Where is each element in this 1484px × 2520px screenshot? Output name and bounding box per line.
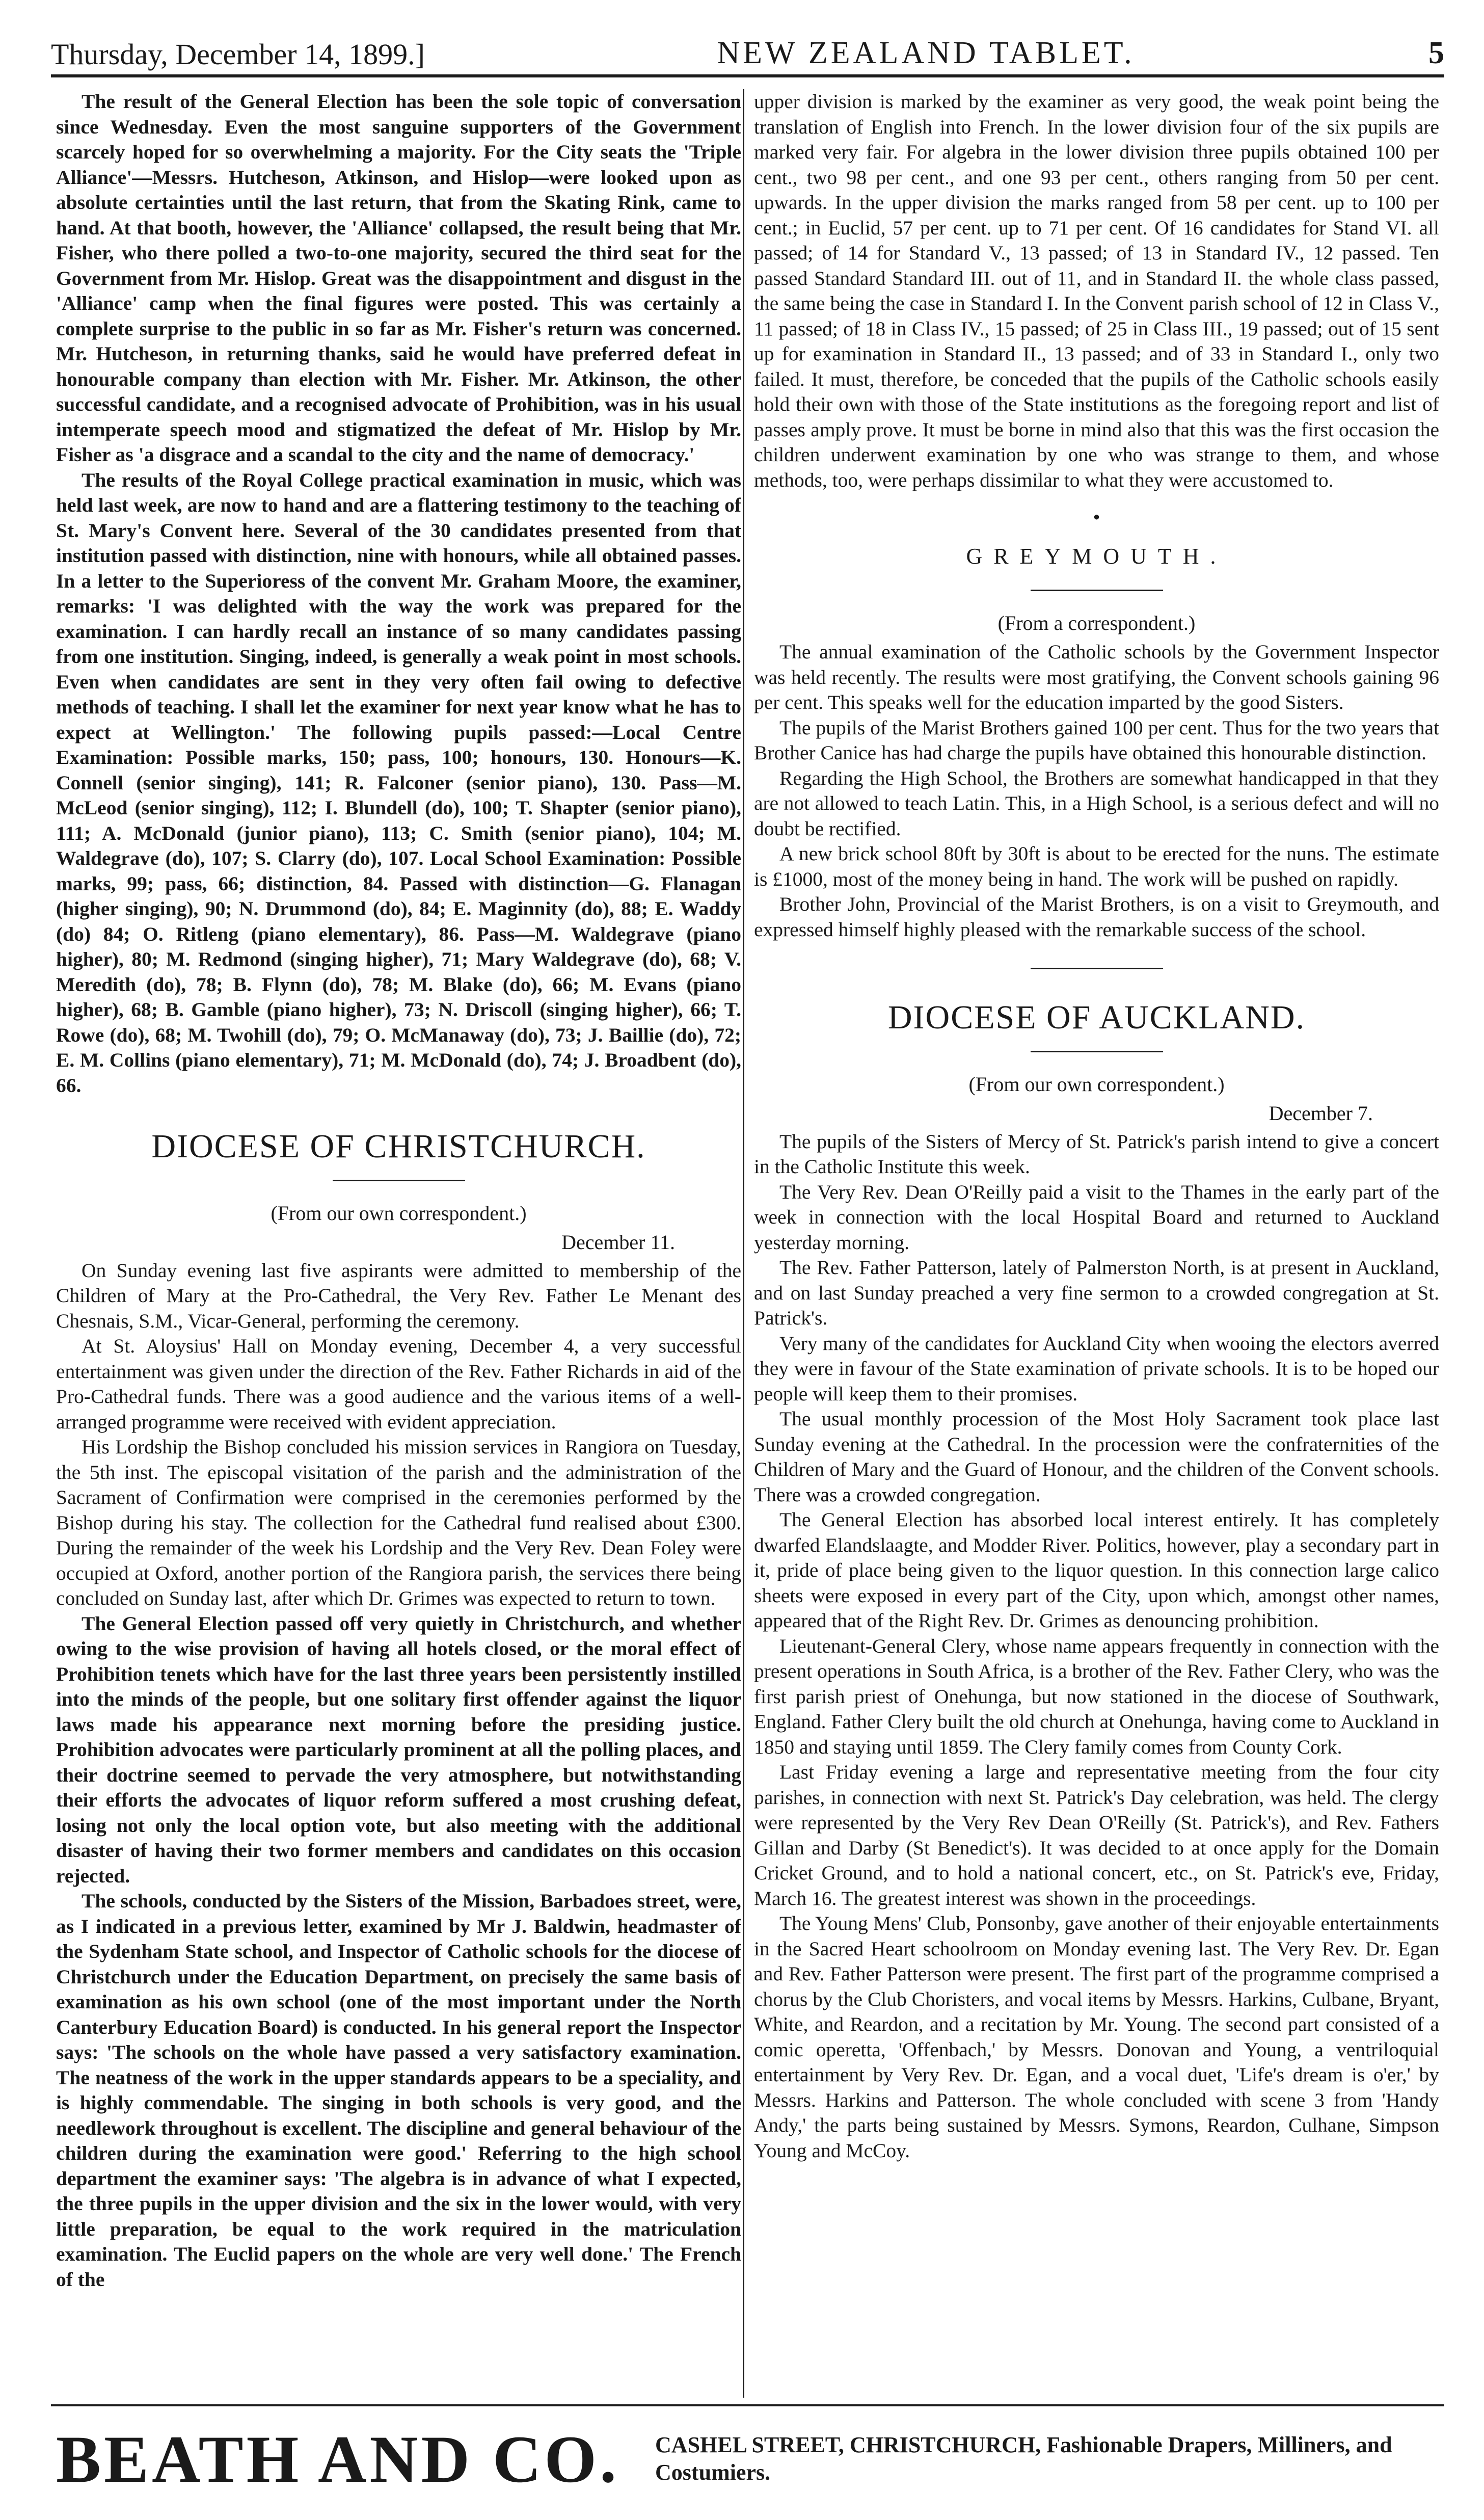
column-divider <box>743 89 744 2398</box>
greymouth-correspondent: (From a correspondent.) <box>997 611 1196 634</box>
greymouth-paragraph: Brother John, Provincial of the Marist Brothers, is on a visit to Greymouth, and expressed himself highly pleased with the remarkable success of the school. <box>754 893 1439 941</box>
greymouth-heading: GREYMOUTH. <box>966 544 1227 569</box>
auckland-paragraph: The pupils of the Sisters of Mercy of St. Patrick's parish intend to give a concert in the Catholic Institute this week. <box>754 1130 1439 1178</box>
greymouth-paragraph: Regarding the High School, the Brothers are somewhat handicapped in that they are not allowed to teach Latin. This, in a High School, is a serious defect and will no doubt be rectified. <box>754 766 1439 840</box>
auckland-dateline: December 7. <box>1269 1102 1373 1125</box>
music-results-paragraph: The results of the Royal College practical examination in music, which was held last week, are now to hand and are a flattering testimony to the teaching of St. Mary's Convent here. Several of the 30 candidates presented from that institution passed with distinction, nine with honours, while all obtained passes. In a letter to the Superioress of the convent Mr. Graham Moore, the examiner, remarks: 'I was delighted with the way the work was prepared for the examination. I can hardly recall an instance of so many candidates passing from one institution. Singing, indeed, is generally a weak point in most schools. Even when candidates are sent in they very often fail owing to defective methods of teaching. I shall let the examiner for next year know what he has to expect at Wellington.' The following pupils passed:—Local Centre Examination: Possible marks, 150; pass, 100; honours, 130. Honours—K. Connell (senior singing), 141; R. Falconer (senior piano), 130. Pass—M. McLeod (senior singing), 112; I. Blundell (do), 100; T. Shapter (senior piano), 111; A. McDonald (junior piano), 113; C. Smith (senior piano), 104; M. Waldegrave (do), 107; S. Clarry (do), 107. Local School Examination: Possible marks, 99; pass, 66; distinction, 84. Passed with distinction—G. Flanagan (higher singing), 90; N. Drummond (do), 84; E. Maginnity (do), 88; E. Waddy (do) 84; O. Ritleng (piano elementary), 86. Pass—M. Waldegrave (piano higher), 80; M. Redmond (singing higher), 71; Mary Waldegrave (do), 68; V. Meredith (do), 78; B. Flynn (do), 78; M. Blake (do), 66; M. Evans (piano higher), 68; B. Gamble (piano higher), 73; N. Driscoll (singing higher), 66; T. Rowe (do), 68; M. Twohill (do), 79; O. McManaway (do), 73; J. Baillie (do), 72; E. M. Collins (piano elementary), 71; M. McDonald (do), 74; J. Broadbent (do), 66. <box>56 468 741 1097</box>
advertiser-name: BEATH AND CO. <box>56 2421 620 2497</box>
christchurch-paragraph: The General Election passed off very quietly in Christchurch, and whether owing to the wise provision of having all hotels closed, or the moral effect of Prohibition tenets which have for the last three years been persistently instilled into the minds of the people, but one solitary first offender against the liquor laws made his appearance next morning before the presiding justice. Prohibition advocates were particularly prominent at all the polling places, and their doctrine seemed to pervade the very atmosphere, but notwithstanding their efforts the advocates of liquor reform suffered a most crushing defeat, losing not only the local option vote, but also meeting with the additional disaster of having their two former members and candidates on this occasion rejected. <box>56 1612 741 1887</box>
auckland-paragraph: Last Friday evening a large and representative meeting from the four city parishes, in connection with next St. Patrick's Day celebration, was held. The clergy were represented by the Very Rev Dean O'Reilly (St. Patrick's), and Rev. Fathers Gillan and Darby (St Benedict's). It was decided to at once apply for the Domain Cricket Ground, and to hold a national concert, etc., on St. Patrick's eve, Friday, March 16. The greatest interest was shown in the proceedings. <box>754 1761 1439 1909</box>
newspaper-title: NEW ZEALAND TABLET. <box>717 36 1135 70</box>
advertiser-address <box>655 2431 1392 2486</box>
masthead <box>51 20 1444 71</box>
greymouth-paragraph: The annual examination of the Catholic schools by the Government Inspector was held recently. The results were most gratifying, the Convent schools gaining 96 per cent. This speaks well for the education imparted by the good Sisters. <box>754 641 1439 713</box>
footer-rule <box>51 2404 1444 2406</box>
christchurch-paragraph: The schools, conducted by the Sisters of the Mission, Barbadoes street, were, as I indicated in a previous letter, examined by Mr J. Baldwin, headmaster of the Sydenham State school, and Inspector of Catholic schools for the diocese of Christchurch under the Education Department, on precisely the same basis of examination as his own school (one of the most important under the North Canterbury Education Board) is conducted. In his general report the Inspector says: 'The schools on the whole have passed a very satisfactory examination. The neatness of the work in the upper standards appears to be a speciality, and is highly commendable. The singing in both schools is very good, and the needlework throughout is excellent. The discipline and general behaviour of the children during the examination were good.' Referring to the high school department the examiner says: 'The algebra is in advance of what I expected, the three pupils in the upper division and the six in the lower would, with very little preparation, be equal to the work required in the matriculation examination. The Euclid papers on the whole are very well done.' The French of the <box>56 1890 741 2291</box>
auckland-correspondent: (From our own correspondent.) <box>968 1072 1225 1096</box>
ornament-dot: • <box>1093 506 1100 528</box>
christchurch-paragraph: His Lordship the Bishop concluded his mission services in Rangiora on Tuesday, the 5th inst. The episcopal visitation of the parish and the administration of the Sacrament of Confirmation were comprised in the ceremonies performed by the Bishop during his stay. The collection for the Cathedral fund realised about £300. During the remainder of the week his Lordship and the Very Rev. Dean Foley were occupied at Oxford, another portion of the Rangiora parish, the services there being concluded on Sunday last, after which Dr. Grimes was expected to return to town. <box>56 1436 741 1609</box>
election-paragraph: The result of the General Election has been the sole topic of conversation since Wednesday. Even the most sanguine supporters of the Government scarcely hoped for so overwhelming a majority. For the City seats the 'Triple Alliance'—Messrs. Hutcheson, Atkinson, and Hislop—were looked upon as absolute certainties until the last return, that from the Skating Rink, came to hand. At that booth, however, the 'Alliance' collapsed, the result being that Mr. Fisher, who there polled a two-to-one majority, secured the third seat for the Government from Mr. Hislop. Great was the disappointment and disgust in the 'Alliance' camp when the final figures were posted. This was certainly a complete surprise to the public in so far as Mr. Fisher's return was concerned. Mr. Hutcheson, in returning thanks, said he would have preferred defeat in honourable company than election with Mr. Fisher. Mr. Atkinson, the other successful candidate, and a recognised advocate of Prohibition, was in his usual intemperate speech mood and stigmatized the defeat of Mr. Hislop by Mr. Fisher as 'a disgrace and a scandal to the city and the name of democracy.' <box>56 90 741 466</box>
continued-paragraph: upper division is marked by the examiner as very good, the weak point being the translation of English into French. In the lower division four of the six pupils are marked very fair. For algebra in the lower division three pupils obtained 100 per cent., two 98 per cent., and one 93 per cent., others ranging from 50 per cent. upwards. In the upper division the marks ranged from 58 per cent. up to 100 per cent.; in Euclid, 57 per cent. up to 71 per cent. Of 16 candidates for Stand VI. all passed; of 14 for Standard V., 13 passed; of 13 in Standard IV., 12 passed. Ten passed Standard Standard III. out of 11, and in Standard II. the whole class passed, the same being the case in Standard I. In the Convent parish school of 12 in Class V., 11 passed; of 18 in Class IV., 15 passed; of 25 in Class III., 19 passed; out of 15 sent up for examination in Standard II., 13 passed; and of 33 in Standard I., only two failed. It must, therefore, be conceded that the pupils of the Catholic schools easily hold their own with those of the State institutions as the foregoing report and list of passes amply prove. It must be borne in mind also that this was the first occasion the children underwent examination by one who was strange to them, and whose methods, too, were perhaps dissimilar to what they were accustomed to. <box>754 90 1439 491</box>
section-divider <box>1031 590 1163 591</box>
auckland-paragraph: The General Election has absorbed local interest entirely. It has completely dwarfed Elandslaagte, and Modder River. Politics, however, play a secondary part in it, pride of place being given to the liquor question. In this connection large calico sheets were exposed in every part of the City, upon which, amongst other names, appeared that of the Right Rev. Dr. Grimes as denouncing prohibition. <box>754 1508 1439 1632</box>
left-column <box>56 89 741 2395</box>
christchurch-paragraph: At St. Aloysius' Hall on Monday evening, December 4, a very successful entertainment was given under the direction of the Rev. Father Richards in aid of the Pro-Cathedral funds. There was a good audience and the various items of a well-arranged programme were received with evident appreciation. <box>56 1335 741 1433</box>
issue-date: Thursday, December 14, 1899.] <box>51 38 425 71</box>
right-column <box>754 89 1439 2395</box>
advertisement-banner <box>56 2416 1444 2502</box>
auckland-paragraph: The Young Mens' Club, Ponsonby, gave another of their enjoyable entertainments in the Sacred Heart schoolroom on Monday evening last. The Very Rev. Dr. Egan and Rev. Father Patterson were present. The first part of the programme comprised a chorus by the Club Choristers, and vocal items by Messrs. Harkins, Culbane, Bryant, White, and Reardon, and a recitation by Mr. Young. The second part consisted of a comic operetta, 'Offenbach,' by Messrs. Donovan and Young, a ventriloquial entertainment by Very Rev. Dr. Egan, and a vocal duet, 'Life's dream is o'er,' by Messrs. Harkins and Patterson. The whole concluded with scene 3 from 'Handy Andy,' the parts being sustained by Messrs. Symons, Reardon, Culhane, Simpson Young and McCoy. <box>754 1912 1439 2162</box>
greymouth-paragraph: The pupils of the Marist Brothers gained 100 per cent. Thus for the two years that Brother Canice has had charge the pupils have obtained this honourable distinction. <box>754 716 1439 764</box>
christchurch-correspondent: (From our own correspondent.) <box>271 1201 527 1225</box>
christchurch-paragraph: On Sunday evening last five aspirants were admitted to membership of the Children of Mary at the Pro-Cathedral, the Very Rev. Father Le Menant des Chesnais, S.M., Vicar-General, performing the ceremony. <box>56 1259 741 1332</box>
section-divider <box>1031 968 1163 969</box>
auckland-heading: DIOCESE OF AUCKLAND. <box>887 999 1306 1036</box>
auckland-paragraph: The Very Rev. Dean O'Reilly paid a visit to the Thames in the early part of the week in connection with the local Hospital Board and returned to Auckland yesterday morning. <box>754 1180 1439 1254</box>
address-line: Costumiers. <box>655 2460 771 2485</box>
greymouth-paragraph: A new brick school 80ft by 30ft is about to be erected for the nuns. The estimate is £1000, most of the money being in hand. The work will be pushed on rapidly. <box>754 842 1439 890</box>
section-divider <box>333 1180 465 1181</box>
christchurch-heading: DIOCESE OF CHRISTCHURCH. <box>151 1128 646 1165</box>
page-number: 5 <box>1428 36 1444 70</box>
section-divider <box>1031 1051 1163 1052</box>
auckland-paragraph: The Rev. Father Patterson, lately of Palmerston North, is at present in Auckland, and on last Sunday preached a very fine sermon to a crowded congregation at St. Patrick's. <box>754 1256 1439 1329</box>
auckland-paragraph: Very many of the candidates for Auckland City when wooing the electors averred they were in favour of the State examination of private schools. It is to be hoped our people will keep them to their promises. <box>754 1332 1439 1405</box>
auckland-paragraph: The usual monthly procession of the Most Holy Sacrament took place last Sunday evening at the Cathedral. In the procession were the confraternities of the Children of Mary and the Guard of Honour, and the children of the Convent schools. There was a crowded congregation. <box>754 1408 1439 1506</box>
address-line: CASHEL STREET, CHRISTCHURCH, Fashionable Drapers, Milliners, and <box>655 2432 1392 2457</box>
christchurch-dateline: December 11. <box>561 1231 675 1254</box>
auckland-paragraph: Lieutenant-General Clery, whose name appears frequently in connection with the present operations in South Africa, is a brother of the Rev. Father Clery, who was the first parish priest of Onehunga, but now stationed in the diocese of Southwark, England. Father Clery built the old church at Onehunga, having come to Auckland in 1850 and staying until 1859. The Clery family comes from County Cork. <box>754 1634 1439 1758</box>
masthead-rule <box>51 74 1444 77</box>
